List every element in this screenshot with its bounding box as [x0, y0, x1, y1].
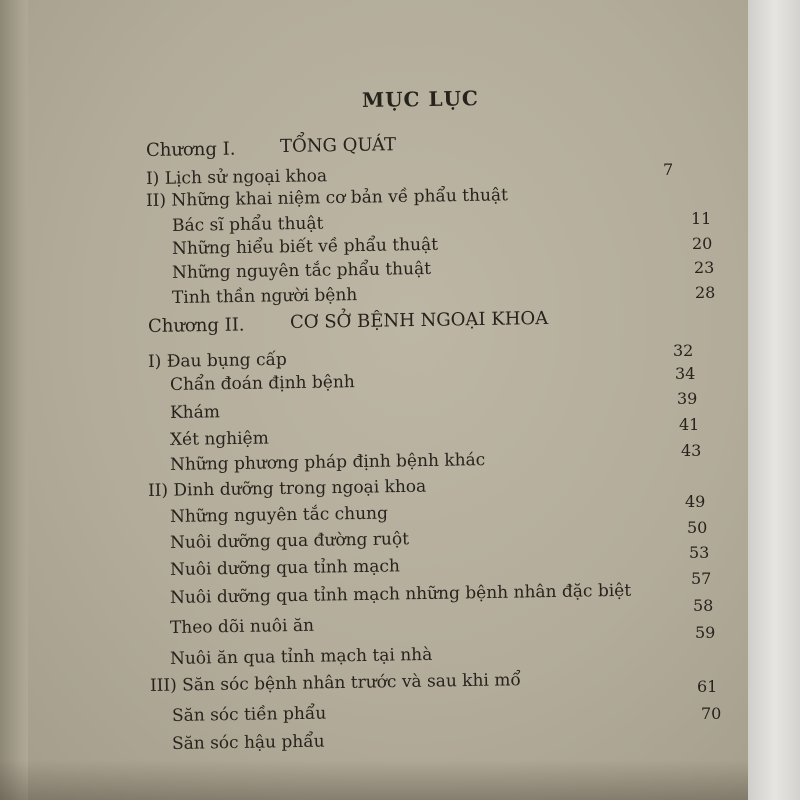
toc-page: 11	[691, 209, 712, 228]
toc-entry: Theo dõi nuôi ăn	[169, 615, 315, 638]
toc-entry: Nuôi dưỡng qua tỉnh mạch	[169, 556, 401, 580]
toc-page: 7	[663, 160, 674, 179]
toc-entry: II) Dinh dưỡng trong ngoại khoa	[147, 476, 427, 501]
toc-page: 61	[697, 677, 718, 696]
toc-entry: II) Những khai niệm cơ bản về phẩu thuật	[145, 185, 509, 211]
chapter-name: TỔNG QUÁT	[279, 134, 397, 157]
toc-entry: I) Đau bụng cấp	[147, 349, 287, 372]
toc-page: 32	[673, 341, 694, 360]
toc-entry: Khám	[169, 402, 221, 423]
chapter-label: Chương II.	[147, 314, 245, 337]
page-shadow	[0, 760, 748, 800]
toc-page: 70	[701, 704, 722, 723]
toc-page: 50	[687, 518, 708, 537]
chapter-label: Chương I.	[145, 138, 236, 161]
toc-entry: Những phương pháp định bệnh khác	[169, 450, 486, 475]
toc-entry: I) Lịch sử ngoại khoa	[145, 166, 328, 189]
toc-entry: Săn sóc hậu phẩu	[171, 731, 325, 754]
toc-entry: Bác sĩ phẩu thuật	[171, 213, 324, 236]
toc-entry: Săn sóc tiền phẩu	[171, 703, 327, 726]
toc-page: 39	[677, 389, 698, 408]
toc-page: 23	[694, 258, 715, 277]
toc-entry: Những nguyên tắc phẩu thuật	[171, 258, 432, 283]
toc-page: 59	[695, 623, 716, 642]
toc-entry: Nuôi dưỡng qua đường ruột	[169, 529, 410, 553]
toc-entry: Nuôi dưỡng qua tỉnh mạch những bệnh nhân đặc biệt	[169, 580, 632, 608]
page-gutter	[0, 0, 28, 800]
toc-page: 28	[695, 283, 716, 302]
chapter-name: CƠ SỞ BỆNH NGOẠI KHOA	[289, 307, 549, 333]
toc-entry: Nuôi ăn qua tỉnh mạch tại nhà	[169, 644, 433, 669]
toc-page: 20	[692, 234, 713, 253]
toc-page: 53	[689, 543, 710, 562]
toc-page: 58	[693, 596, 714, 615]
toc-page: 41	[679, 415, 700, 434]
toc-entry: Chẩn đoán định bệnh	[169, 372, 355, 395]
toc-entry: Những hiểu biết về phẩu thuật	[171, 234, 439, 259]
toc-entry: Tinh thần người bệnh	[171, 285, 358, 308]
toc-page: 57	[691, 569, 712, 588]
toc-entry: III) Săn sóc bệnh nhân trước và sau khi mổ	[149, 670, 521, 696]
toc-title: MỤC LỤC	[361, 86, 480, 112]
toc-entry: Xét nghiệm	[169, 428, 269, 450]
toc-page: 43	[681, 441, 702, 460]
toc-entry: Những nguyên tắc chung	[169, 503, 389, 527]
toc-page: 34	[675, 364, 696, 383]
toc-page: 49	[685, 492, 706, 511]
